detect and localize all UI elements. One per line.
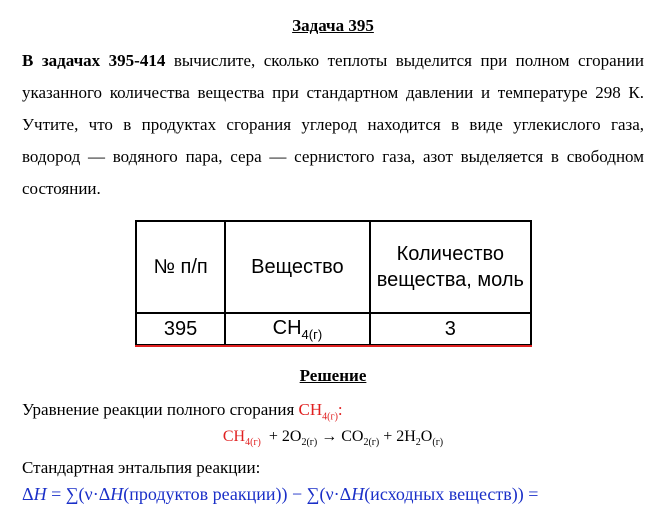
- formula-delta: Δ: [22, 484, 34, 504]
- header-number: № п/п: [136, 221, 225, 313]
- species-main: CH: [298, 400, 323, 419]
- cell-substance: [225, 313, 369, 345]
- cell-number: 395: [136, 313, 225, 345]
- eq-b-sub: 2(г): [301, 437, 318, 449]
- problem-statement: [22, 45, 644, 205]
- eq-e-sub: (г): [432, 437, 444, 449]
- reaction-label: [22, 400, 343, 422]
- data-table: [135, 220, 532, 346]
- reaction-equation: [0, 428, 666, 448]
- formula-sum-products: = ∑(ν·Δ: [46, 484, 111, 504]
- eq-d: + 2H: [379, 428, 416, 445]
- eq-e: O: [420, 428, 433, 445]
- problem-text: вычислите, сколько теплоты выделится при полном сгорании указанного количества вещества при стандартном давлении и температуре 298 К. Учтите, что в продуктах сгорания углерод находится в виде углекислого газа, водород — водяного пара, сера — сернистого газа, азот выделяется в свободном состоянии.: [22, 51, 644, 198]
- header-substance: Вещество: [225, 221, 369, 313]
- eq-a: CH: [222, 428, 246, 445]
- table-header-row: [136, 221, 531, 313]
- formula-products: (продуктов реакции)) − ∑(ν·Δ: [123, 484, 352, 504]
- table-row: [136, 313, 531, 345]
- eq-c-sub: 2(г): [363, 437, 380, 449]
- substance-formula: CH: [272, 316, 302, 339]
- eq-b: + 2O: [260, 428, 302, 445]
- formula-h: H: [33, 484, 47, 504]
- problem-range: В задачах 395-414: [22, 51, 166, 70]
- enthalpy-label: Стандартная энтальпия реакции:: [22, 458, 261, 477]
- solution-heading: Решение: [299, 366, 367, 385]
- reaction-label-text: Уравнение реакции полного сгорания: [22, 400, 299, 419]
- reaction-label-species: [298, 400, 343, 423]
- eq-reactant-methane: [222, 428, 261, 449]
- species-colon: :: [337, 400, 343, 419]
- formula-h-2: H: [110, 484, 124, 504]
- species-sub: 4(г): [322, 411, 338, 423]
- formula-h-3: H: [351, 484, 365, 504]
- cell-amount: 3: [370, 313, 531, 345]
- header-amount: Количество вещества, моль: [370, 221, 531, 313]
- eq-a-sub: 4(г): [245, 437, 261, 449]
- table-underline: [135, 345, 532, 347]
- problem-title: Задача 395: [292, 16, 374, 35]
- substance-formula-sub: 4(г): [301, 326, 323, 342]
- enthalpy-formula: [22, 484, 666, 507]
- formula-reactants: (исходных веществ)) =: [364, 484, 539, 504]
- eq-d-sub: 2: [415, 437, 421, 449]
- eq-c: → CO: [317, 428, 364, 445]
